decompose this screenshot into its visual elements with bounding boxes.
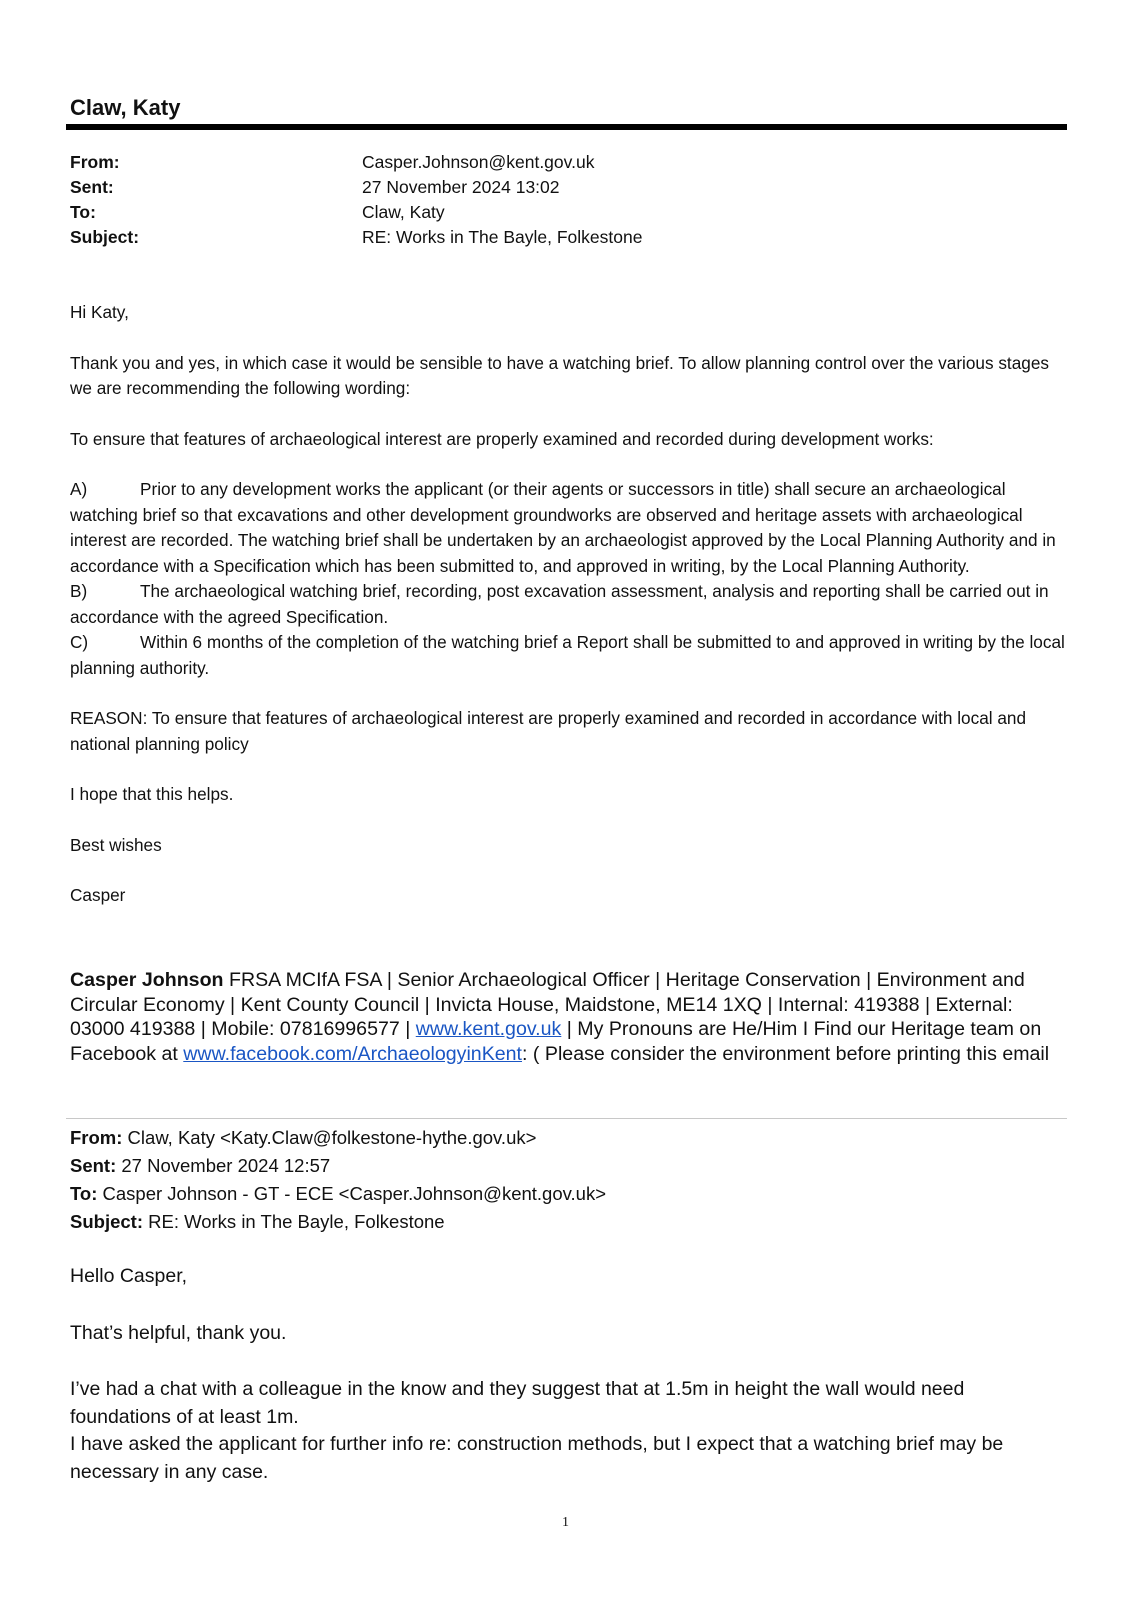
condition-tag: B): [70, 581, 88, 601]
condition-text: Within 6 months of the completion of the watching brief a Report shall be submitted to and approved in writing by the local planning authority.: [70, 632, 1065, 678]
to-row: [70, 200, 642, 225]
signature-text: | My Pronouns are He/Him I Find our Heritage team on Facebook at: [70, 1018, 1042, 1065]
condition-b: [70, 579, 1070, 630]
email-body: [70, 300, 1070, 909]
quoted-paragraph: I’ve had a chat with a colleague in the know and they suggest that at 1.5m in height the wall would need foundations of at least 1m.: [70, 1378, 965, 1428]
email-signature: [70, 968, 1070, 1066]
quoted-from-label: From:: [70, 1127, 123, 1148]
to-label: To:: [70, 202, 96, 222]
facebook-link[interactable]: www.facebook.com/ArchaeologyinKent: [183, 1042, 523, 1065]
signature-text: : ( Please consider the environment before printing this email: [522, 1042, 1050, 1065]
quoted-paragraph: I have asked the applicant for further info re: construction methods, but I expect that a watching brief may be necessary in any case.: [70, 1433, 1004, 1483]
kent-website-link[interactable]: www.kent.gov.uk: [415, 1018, 562, 1040]
quoted-body: [70, 1263, 1070, 1486]
quoted-to-row: [70, 1180, 606, 1208]
best-wishes: Best wishes: [70, 834, 162, 855]
email-header: [70, 150, 642, 250]
quoted-subject-row: [70, 1208, 606, 1236]
from-label: From:: [70, 152, 120, 172]
signature-text: FRSA MCIfA FSA | Senior Archaeological Officer | Heritage Conservation | Environment and Circular Economy | Kent County Council | Invicta House, Maidstone, ME14 1XQ | Internal: 419388 | External: 03000 419388 | Mobile: 07816996577 |: [70, 969, 1025, 1040]
quoted-sent-label: Sent:: [70, 1155, 117, 1176]
quoted-to-value: Casper Johnson - GT - ECE <Casper.Johnson@kent.gov.uk>: [97, 1183, 606, 1204]
quoted-sent-row: [70, 1152, 606, 1180]
from-row: [70, 150, 642, 175]
condition-tag: A): [70, 479, 88, 499]
condition-a: [70, 477, 1070, 579]
quoted-to-label: To:: [70, 1183, 98, 1204]
subject-value: RE: Works in The Bayle, Folkestone: [362, 227, 643, 247]
quoted-header: [70, 1124, 606, 1236]
condition-tag: C): [70, 632, 89, 652]
subject-label: Subject:: [70, 227, 140, 247]
thread-divider: [66, 1118, 1067, 1119]
sent-value: 27 November 2024 13:02: [362, 177, 560, 197]
body-paragraph: Thank you and yes, in which case it would be sensible to have a watching brief. To allow planning control over the various stages we are recommending the following wording:: [70, 352, 1049, 398]
page-number: 1: [562, 1515, 569, 1530]
signature-name: Casper Johnson: [70, 969, 224, 991]
reason-paragraph: REASON: To ensure that features of archaeological interest are properly examined and recorded in accordance with local and national planning policy: [70, 708, 1027, 754]
condition-c: [70, 630, 1070, 681]
quoted-subject-value: RE: Works in The Bayle, Folkestone: [142, 1211, 445, 1232]
header-rule: [66, 124, 1067, 130]
condition-text: The archaeological watching brief, recording, post excavation assessment, analysis and reporting shall be carried out in accordance with the agreed Specification.: [70, 581, 1049, 627]
closing-line: I hope that this helps.: [70, 784, 234, 804]
to-value: Claw, Katy: [362, 202, 445, 222]
quoted-from-value: Claw, Katy <Katy.Claw@folkestone-hythe.gov.uk>: [122, 1127, 537, 1148]
sent-label: Sent:: [70, 177, 114, 197]
condition-text: Prior to any development works the applicant (or their agents or successors in title) shall secure an archaeological watching brief so that excavations and other development groundworks are observed and heritage assets with archaeological interest are recorded. The watching brief shall be undertaken by an archaeologist approved by the Local Planning Authority and in accordance with a Specification which has been submitted to, and approved in writing, by the Local Planning Authority.: [70, 479, 1056, 576]
sent-row: [70, 175, 642, 200]
signoff-name: Casper: [70, 885, 126, 905]
mailbox-owner-name: Claw, Katy: [70, 95, 181, 120]
quoted-sent-value: 27 November 2024 12:57: [116, 1155, 331, 1176]
quoted-greeting: Hello Casper,: [70, 1265, 188, 1287]
body-paragraph: To ensure that features of archaeological interest are properly examined and recorded during development works:: [70, 428, 934, 449]
greeting: Hi Katy,: [70, 302, 129, 322]
quoted-from-row: [70, 1124, 606, 1152]
quoted-subject-label: Subject:: [70, 1211, 143, 1232]
quoted-paragraph: That’s helpful, thank you.: [70, 1321, 287, 1344]
from-value: Casper.Johnson@kent.gov.uk: [362, 152, 595, 172]
subject-row: [70, 225, 642, 250]
